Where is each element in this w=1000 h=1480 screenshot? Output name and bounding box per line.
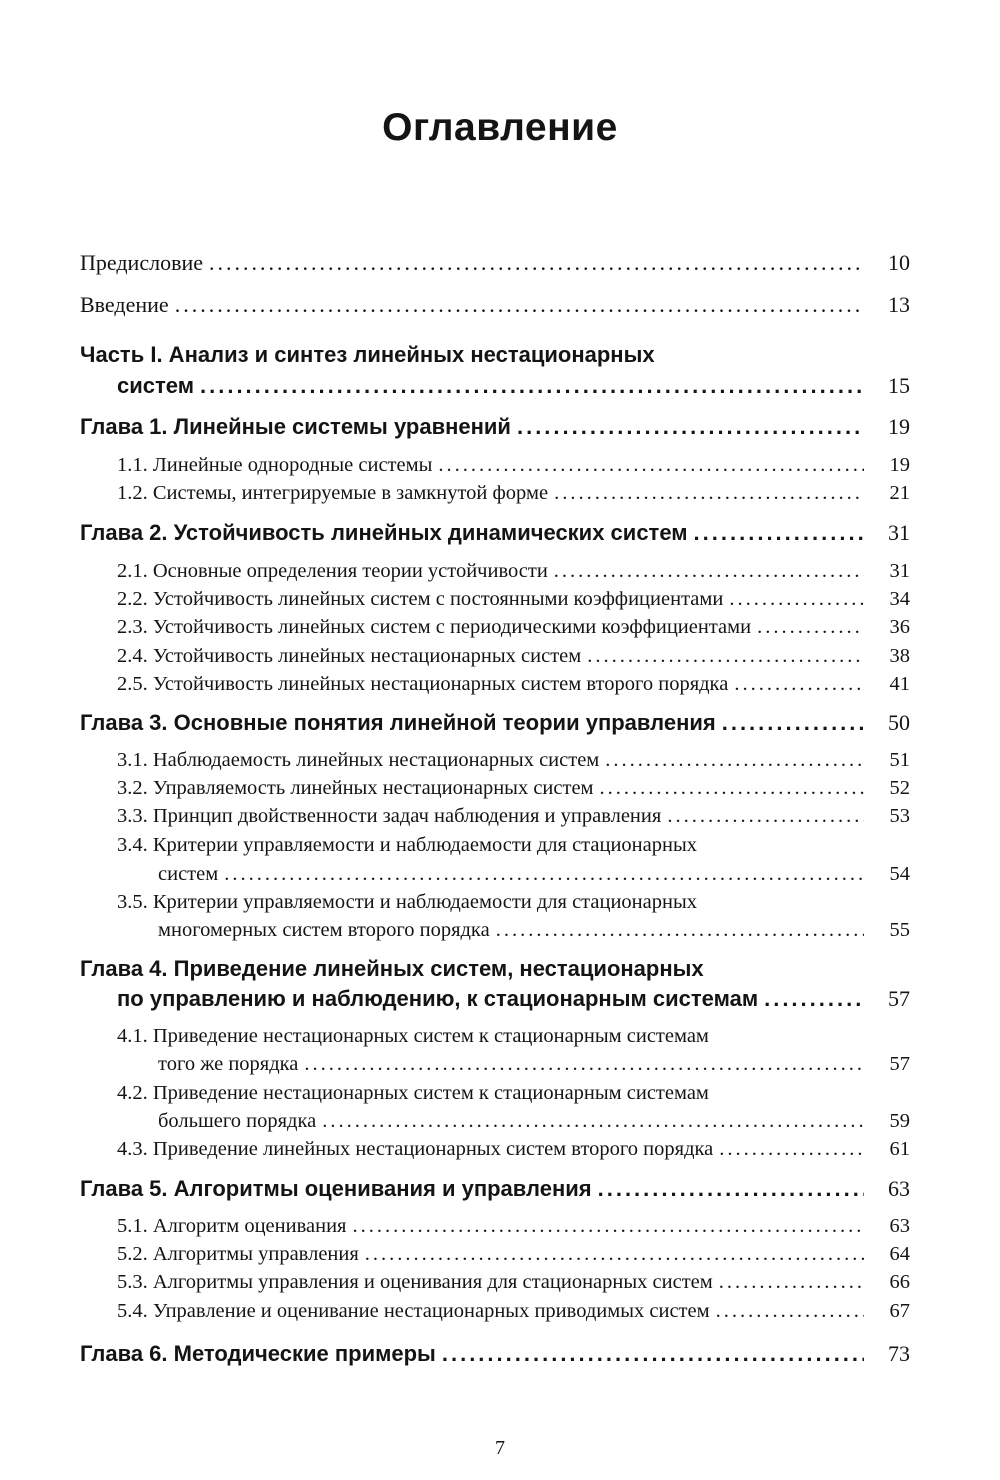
toc-section-4-1-line1[interactable]: 4.1. Приведение нестационарных систем к стационарным системам: [117, 1025, 709, 1047]
toc-entry-text: Глава 1. Линейные системы уравнений: [80, 414, 511, 439]
toc-entry-page: 54: [889, 863, 910, 885]
toc-chapter-2[interactable]: [80, 520, 870, 546]
toc-section-5-2[interactable]: [117, 1243, 870, 1266]
toc-entry-text: систем: [158, 863, 219, 885]
toc-entry-page: 13: [888, 292, 910, 317]
toc-chapter-4-line1[interactable]: Глава 4. Приведение линейных систем, нестационарных: [80, 956, 704, 981]
toc-section-4-1[interactable]: [158, 1053, 870, 1076]
toc-entry-page: 36: [889, 616, 910, 638]
toc-entry-text: 1.2. Системы, интегрируемые в замкнутой форме: [117, 482, 549, 504]
toc-section-3-2[interactable]: [117, 777, 870, 800]
toc-section-3-5[interactable]: [158, 919, 870, 942]
toc-section-2-4[interactable]: [117, 645, 870, 668]
toc-entry-text: 3.1. Наблюдаемость линейных нестационарных систем: [117, 749, 600, 771]
toc-entry-page: 50: [888, 710, 910, 735]
toc-entry-preface[interactable]: [80, 250, 870, 276]
toc-entry-text: 4.3. Приведение линейных нестационарных систем второго порядка: [117, 1138, 714, 1160]
toc-entry-text: систем: [117, 373, 194, 398]
toc-entry-text: по управлению и наблюдению, к стационарным системам: [117, 986, 759, 1011]
toc-section-2-3[interactable]: [117, 616, 870, 639]
toc-entry-page: 10: [888, 250, 910, 275]
toc-entry-page: 15: [888, 373, 910, 398]
toc-chapter-3[interactable]: [80, 710, 870, 736]
toc-entry-text: 3.2. Управляемость линейных нестационарных систем: [117, 777, 594, 799]
toc-part-1-line1[interactable]: Часть I. Анализ и синтез линейных нестационарных: [80, 342, 655, 367]
toc-entry-page: 61: [889, 1138, 910, 1160]
toc-section-5-4[interactable]: [117, 1300, 870, 1323]
toc-entry-page: 38: [889, 645, 910, 667]
toc-section-3-1[interactable]: [117, 749, 870, 772]
toc-entry-page: 63: [889, 1215, 910, 1237]
toc-entry-page: 73: [888, 1341, 910, 1366]
toc-section-2-5[interactable]: [117, 673, 870, 696]
toc-entry-page: 31: [888, 520, 910, 545]
toc-entry-page: 66: [889, 1271, 910, 1293]
toc-entry-text: Глава 6. Методические примеры: [80, 1341, 436, 1366]
toc-entry-text: того же порядка: [158, 1053, 299, 1075]
toc-entry-text: 2.2. Устойчивость линейных систем с постоянными коэффициентами: [117, 588, 724, 610]
toc-entry-text: Введение: [80, 292, 169, 317]
toc-entry-text: Глава 5. Алгоритмы оценивания и управления: [80, 1176, 592, 1201]
toc-entry-page: 57: [889, 1053, 910, 1075]
toc-entry-text: 1.1. Линейные однородные системы: [117, 454, 433, 476]
page-title: Оглавление: [382, 106, 618, 149]
toc-chapter-1[interactable]: [80, 414, 870, 440]
toc-entry-page: 53: [889, 805, 910, 827]
toc-entry-page: 34: [889, 588, 910, 610]
toc-entry-text: Глава 2. Устойчивость линейных динамических систем: [80, 520, 688, 545]
toc-entry-text: 2.3. Устойчивость линейных систем с периодическими коэффициентами: [117, 616, 752, 638]
toc-entry-text: 2.5. Устойчивость линейных нестационарных систем второго порядка: [117, 673, 729, 695]
toc-entry-page: 19: [888, 414, 910, 439]
toc-section-4-3[interactable]: [117, 1138, 870, 1161]
toc-section-3-4-line1[interactable]: 3.4. Критерии управляемости и наблюдаемости для стационарных: [117, 834, 697, 856]
toc-entry-text: Глава 3. Основные понятия линейной теории управления: [80, 710, 716, 735]
toc-entry-page: 67: [889, 1300, 910, 1322]
toc-section-2-2[interactable]: [117, 588, 870, 611]
toc-entry-text: Предисловие: [80, 250, 203, 275]
toc-entry-text: многомерных систем второго порядка: [158, 919, 490, 941]
toc-entry-text: большего порядка: [158, 1110, 317, 1132]
toc-entry-page: 64: [889, 1243, 910, 1265]
toc-entry-text: 3.3. Принцип двойственности задач наблюдения и управления: [117, 805, 662, 827]
toc-entry-page: 55: [889, 919, 910, 941]
toc-entry-text: 2.1. Основные определения теории устойчивости: [117, 560, 548, 582]
toc-entry-page: 52: [889, 777, 910, 799]
toc-entry-text: 5.1. Алгоритм оценивания: [117, 1215, 347, 1237]
toc-section-4-2[interactable]: [158, 1110, 870, 1133]
toc-chapter-5[interactable]: [80, 1176, 870, 1202]
toc-chapter-4[interactable]: [117, 986, 870, 1012]
page-number: 7: [495, 1437, 505, 1459]
toc-chapter-6[interactable]: [80, 1341, 870, 1367]
toc-entry-text: 5.2. Алгоритмы управления: [117, 1243, 359, 1265]
toc-entry-page: 31: [889, 560, 910, 582]
toc-entry-page: 57: [888, 986, 910, 1011]
toc-section-2-1[interactable]: [117, 560, 870, 583]
toc-section-1-1[interactable]: [117, 454, 870, 477]
toc-entry-page: 21: [889, 482, 910, 504]
toc-part-1[interactable]: [117, 373, 870, 399]
toc-section-5-3[interactable]: [117, 1271, 870, 1294]
toc-section-4-2-line1[interactable]: 4.2. Приведение нестационарных систем к стационарным системам: [117, 1082, 709, 1104]
toc-section-3-4[interactable]: [158, 863, 870, 886]
toc-entry-text: 5.4. Управление и оценивание нестационарных приводимых систем: [117, 1300, 710, 1322]
toc-section-3-5-line1[interactable]: 3.5. Критерии управляемости и наблюдаемости для стационарных: [117, 891, 697, 913]
toc-entry-page: 63: [888, 1176, 910, 1201]
toc-entry-page: 19: [889, 454, 910, 476]
toc-section-1-2[interactable]: [117, 482, 870, 505]
toc-entry-page: 41: [889, 673, 910, 695]
toc-entry-page: 59: [889, 1110, 910, 1132]
toc-section-5-1[interactable]: [117, 1215, 870, 1238]
toc-section-3-3[interactable]: [117, 805, 870, 828]
toc-entry-text: 2.4. Устойчивость линейных нестационарных систем: [117, 645, 582, 667]
toc-entry-introduction[interactable]: [80, 292, 870, 318]
toc-entry-text: 5.3. Алгоритмы управления и оценивания для стационарных систем: [117, 1271, 713, 1293]
toc-entry-page: 51: [889, 749, 910, 771]
